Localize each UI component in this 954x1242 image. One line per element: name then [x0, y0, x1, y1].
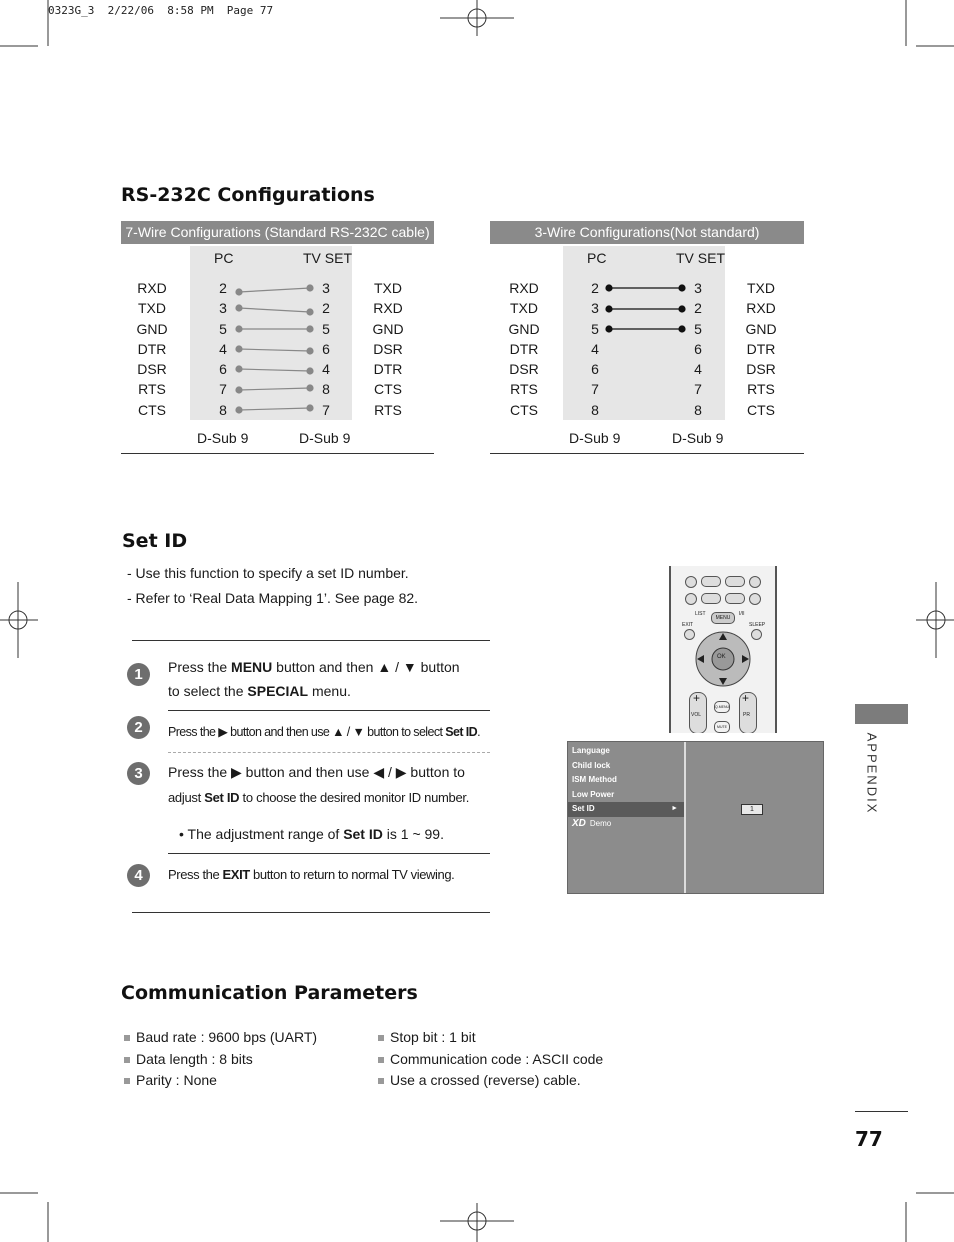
page-number-rule [855, 1111, 908, 1112]
pin: 6 [591, 361, 599, 378]
three-wire-pc-signals [502, 278, 546, 420]
osd-item-ism-method: ISM Method [572, 775, 617, 784]
pin: 7 [322, 401, 330, 418]
seven-wire-pc-pins [214, 278, 232, 420]
comm-right-list [378, 1027, 603, 1092]
pin: 2 [591, 280, 599, 296]
key-exit: EXIT [222, 867, 250, 882]
comm-param [378, 1070, 603, 1092]
comm-left-list [124, 1027, 317, 1092]
comm-param [378, 1027, 603, 1049]
remote-pr-plus: + [742, 691, 750, 705]
osd-set-id-label: Set ID [572, 804, 595, 813]
step-3-rule [168, 853, 490, 854]
step-2-dotted-rule [168, 752, 490, 753]
key-setid: Set ID [445, 725, 478, 739]
step-2-text [168, 720, 492, 744]
remote-btn [685, 593, 697, 605]
pin: 8 [219, 401, 227, 418]
text: adjust [168, 790, 205, 805]
signal: DSR [746, 361, 776, 378]
signal: TXD [747, 280, 775, 296]
pin: 6 [694, 340, 702, 357]
key-setid: Set ID [204, 790, 240, 805]
pin: 3 [219, 300, 227, 317]
three-wire-connections [605, 278, 687, 420]
signal: GND [136, 320, 168, 337]
appendix-label: APPENDIX [864, 732, 880, 815]
bullet [378, 1035, 384, 1041]
remote-vol-label: VOL [691, 712, 702, 718]
remote-btn [725, 576, 745, 587]
seven-wire-tv-signals [366, 278, 410, 420]
signal: TXD [138, 300, 166, 317]
signal: DTR [373, 361, 403, 378]
remote-list-label: LIST [695, 611, 706, 617]
bullet [124, 1035, 130, 1041]
bullet [378, 1057, 384, 1063]
pin: 5 [694, 320, 702, 337]
osd-divider [684, 742, 686, 893]
bullet [124, 1057, 130, 1063]
three-wire-tv-label: TV SET [676, 250, 726, 266]
text: button and then ▲ / ▼ button [272, 659, 460, 675]
text: Stop bit : 1 bit [390, 1029, 476, 1045]
remote-exit-label: EXIT [682, 622, 694, 628]
remote-control [669, 566, 777, 733]
pin: 7 [219, 381, 227, 398]
remote-vol-plus: + [693, 691, 701, 705]
pin: 4 [219, 340, 227, 357]
print-info: 0323G_3 2/22/06 8:58 PM Page 77 [48, 4, 274, 17]
remote-btn [749, 576, 761, 588]
text: Communication code : ASCII code [390, 1050, 604, 1067]
osd-left-panel [568, 744, 684, 891]
step-1-text [168, 655, 488, 703]
setid-title: Set ID [122, 530, 188, 552]
rs232-title: RS-232C Configurations [121, 184, 375, 206]
remote-btn [701, 593, 721, 604]
signal: GND [745, 320, 777, 337]
page-number: 77 [855, 1127, 883, 1151]
pin: 5 [591, 320, 599, 337]
step-4-text [168, 863, 490, 887]
step-3-note [179, 822, 444, 846]
three-wire-rule [490, 453, 804, 454]
seven-wire-bar: 7-Wire Configurations (Standard RS-232C cable) [121, 221, 434, 244]
step-1-line1 [168, 655, 488, 679]
signal: TXD [374, 280, 402, 296]
signal: TXD [510, 300, 538, 317]
osd-item-child-lock: Child lock [572, 760, 611, 770]
signal: RTS [510, 381, 538, 398]
text: Use a crossed (reverse) cable. [390, 1072, 581, 1088]
signal: RXD [373, 300, 403, 317]
seven-wire-rule [121, 453, 434, 454]
text: button to return to normal TV viewing. [249, 867, 455, 882]
pin: 6 [322, 340, 330, 357]
remote-ok-label: OK [717, 654, 726, 660]
bullet [124, 1078, 130, 1084]
remote-btn [725, 593, 745, 604]
pin: 4 [694, 361, 702, 378]
comm-param [378, 1049, 603, 1071]
seven-wire-connections [235, 278, 315, 420]
pin: 5 [219, 320, 227, 337]
signal: CTS [138, 401, 166, 418]
osd-item-language: Language [572, 746, 610, 755]
text: . [477, 725, 480, 739]
three-wire-bar: 3-Wire Configurations(Not standard) [490, 221, 804, 244]
remote-pr-label: PR [743, 712, 750, 718]
pin: 2 [694, 300, 702, 317]
osd-arrow-icon: ► [671, 805, 678, 812]
bullet [378, 1078, 384, 1084]
remote-qview-label: I/II [739, 611, 745, 617]
signal: CTS [374, 381, 402, 398]
pin: 8 [591, 401, 599, 418]
text: Press the [168, 867, 223, 882]
osd-xd-logo: XD [572, 817, 586, 829]
comm-param [124, 1027, 317, 1049]
signal: CTS [510, 401, 538, 418]
remote-qmenu-button: Q.MENU [714, 701, 730, 713]
three-wire-dsub-pc: D-Sub 9 [569, 430, 621, 446]
comm-param [124, 1049, 317, 1071]
three-wire-dsub-tv: D-Sub 9 [672, 430, 724, 446]
three-wire-tv-signals [739, 278, 783, 420]
seven-wire-pc-label: PC [214, 250, 234, 266]
text: Data length : 8 bits [136, 1050, 253, 1067]
seven-wire-dsub-tv: D-Sub 9 [299, 430, 351, 446]
signal: GND [372, 320, 404, 337]
comm-param [124, 1070, 317, 1092]
pin: 8 [322, 381, 330, 398]
pin: 4 [322, 361, 330, 378]
text: to choose the desired monitor ID number. [239, 790, 470, 805]
osd-item-low-power: Low Power [572, 789, 615, 799]
step-3-line2 [168, 785, 490, 810]
key-menu: MENU [231, 659, 273, 675]
steps-bottom-rule [132, 912, 490, 913]
pin: 2 [219, 280, 227, 296]
osd-item-demo [568, 817, 684, 832]
step-1-badge: 1 [127, 663, 150, 686]
text: Press the [168, 659, 232, 675]
comm-title: Communication Parameters [121, 982, 418, 1004]
steps-top-rule [132, 640, 490, 641]
signal: RTS [138, 381, 166, 398]
key-setid: Set ID [343, 826, 383, 842]
step-4-badge: 4 [127, 864, 150, 887]
pin: 4 [591, 340, 599, 357]
signal: DSR [137, 361, 167, 378]
setid-intro-1: - Use this function to specify a set ID number. [127, 565, 409, 581]
three-wire-pc-pins [586, 278, 604, 420]
pin: 8 [694, 401, 702, 418]
step-1-line2 [168, 679, 488, 703]
pin: 3 [322, 280, 330, 296]
seven-wire-pc-signals [130, 278, 174, 420]
signal: RTS [747, 381, 775, 398]
step-2-badge: 2 [127, 716, 150, 739]
pin: 2 [322, 300, 330, 317]
pin: 6 [219, 361, 227, 378]
signal: DTR [137, 340, 167, 357]
text: Press the ▶ button and then use ▲ / ▼ button to select [168, 725, 446, 739]
signal: DTR [509, 340, 539, 357]
remote-btn [701, 576, 721, 587]
step-3-text [168, 760, 490, 810]
pin: 3 [591, 300, 599, 317]
signal: RXD [137, 280, 167, 296]
key-special: SPECIAL [247, 683, 309, 699]
step-1-rule [168, 710, 490, 711]
signal: RXD [746, 300, 776, 317]
seven-wire-tv-pins [317, 278, 335, 420]
appendix-tab [855, 704, 908, 724]
pin: 5 [322, 320, 330, 337]
pin: 7 [694, 381, 702, 398]
signal: GND [508, 320, 540, 337]
seven-wire-dsub-pc: D-Sub 9 [197, 430, 249, 446]
pin: 7 [591, 381, 599, 398]
remote-mute-button: MUTE [714, 721, 730, 733]
step-3-badge: 3 [127, 762, 150, 785]
step-3-line1: Press the ▶ button and then use ◀ / ▶ button to [168, 764, 465, 780]
three-wire-tv-pins [689, 278, 707, 420]
setid-intro-2: - Refer to ‘Real Data Mapping 1’. See page 82. [127, 590, 419, 606]
osd-demo-label: Demo [589, 818, 612, 828]
signal: CTS [747, 401, 775, 418]
signal: DSR [509, 361, 539, 378]
pin: 3 [694, 280, 702, 296]
osd-screen [567, 741, 824, 894]
text: menu. [308, 683, 351, 699]
remote-btn [685, 576, 697, 588]
text: is 1 ~ 99. [382, 826, 444, 842]
signal: RXD [509, 280, 539, 296]
text: • The adjustment range of [179, 826, 344, 842]
text: Baud rate : 9600 bps (UART) [136, 1029, 318, 1045]
remote-btn [749, 593, 761, 605]
osd-item-set-id [568, 802, 684, 817]
seven-wire-tv-label: TV SET [303, 250, 353, 266]
osd-value-box: 1 [741, 804, 763, 815]
three-wire-pc-label: PC [587, 250, 607, 266]
remote-sleep-label: SLEEP [749, 622, 766, 628]
remote-menu-button: MENU [711, 612, 735, 624]
text: to select the [168, 683, 248, 699]
signal: DSR [373, 340, 403, 357]
signal: RTS [374, 401, 402, 418]
text: Parity : None [136, 1072, 217, 1088]
signal: DTR [746, 340, 776, 357]
